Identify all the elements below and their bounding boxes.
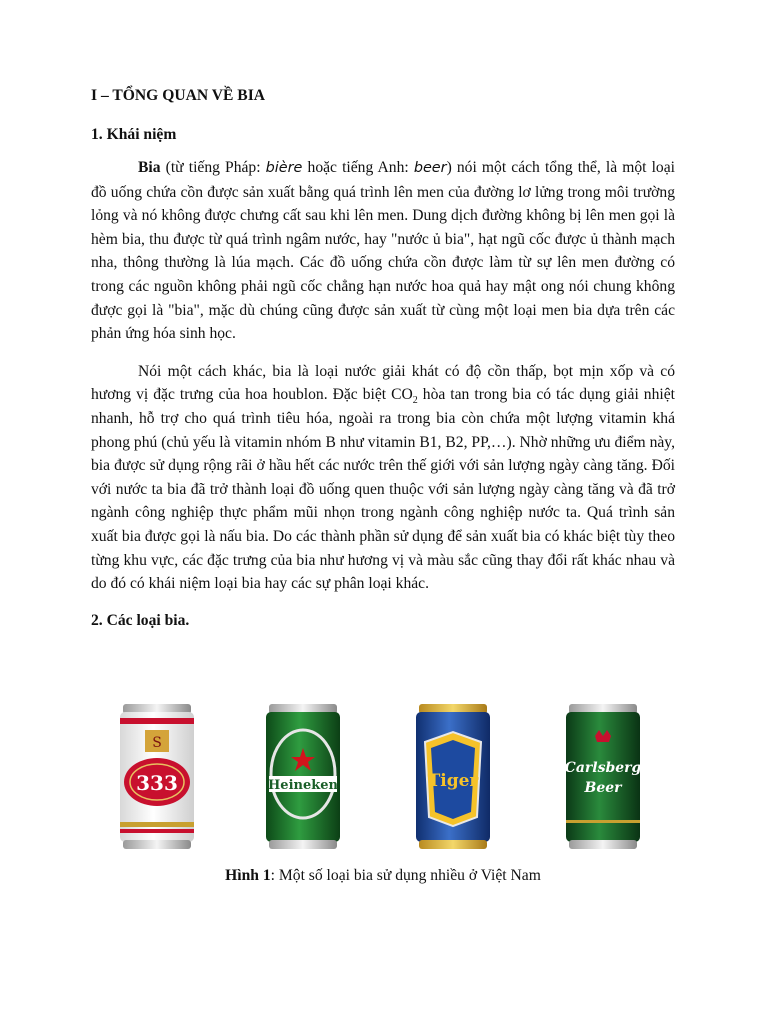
document-page: [91, 84, 675, 884]
paragraph-text: ) nói một cách tổng thể, là một loại đồ uống chứa cồn được sản xuất bằng quá trình lên men của đường lơ lửng trong môi trường lỏng và nó không được chưng cất sau khi lên men. Dung dịch đường không bị lên men gọi là hèm bia, thu được từ quá trình ngâm nước, hay "nước ủ bia", hạt ngũ cốc được ủ thành mạch nha, thông thường là lúa mạch. Các đồ uống chứa cồn được làm từ sự lên men đường có trong các nguồn không phải ngũ cốc chẳng hạn nước hoa quả hay mật ong nói chung không được gọi là "bia", mặc dù chúng cũng được sản xuất từ cùng một loại men bia dựa trên các phản ứng hóa sinh học.: [91, 159, 675, 343]
paragraph-text: hòa tan trong bia có tác dụng giải nhiệt nhanh, hỗ trợ cho quá trình tiêu hóa, ngoài ra trong bia còn chứa một lượng vitamin khá phong phú (chủ yếu là vitamin nhóm B như vitamin B1, B2, PP,…). Nhờ những ưu điểm này, bia được sử dụng rộng rãi ở hầu hết các nước trên thế giới với sản lượng ngày càng tăng. Đối với nước ta bia đã trở thành loại đồ uống quen thuộc với sản lượng ngày càng tăng và đã trở ngành công nghiệp thực phẩm mũi nhọn trong ngành công nghiệp nước ta. Quá trình sản xuất bia được gọi là nấu bia. Do các thành phần sử dụng để sản xuất bia có khác biệt tùy theo từng khu vực, các đặc trưng của bia như hương vị và màu sắc cũng thay đổi rất khác nhau và do đó có khái niệm loại bia hay các sự phân loại khác.: [91, 386, 675, 593]
svg-text:Beer: Beer: [584, 780, 622, 796]
english-word: beer: [413, 160, 447, 176]
heineken-beer-can-icon: [263, 702, 343, 852]
figure-caption-text: : Một số loại bia sử dụng nhiều ở Việt Nam: [270, 867, 541, 884]
svg-text:333: 333: [136, 771, 178, 795]
paragraph-text: hoặc tiếng Anh:: [302, 159, 414, 176]
tiger-beer-can-icon: [413, 702, 493, 852]
paragraph-definition: [91, 156, 675, 346]
french-word: bière: [265, 160, 303, 176]
beer-cans-figure: [91, 702, 675, 852]
paragraph-description: [91, 360, 675, 596]
subsection-title-concept: 1. Khái niệm: [91, 126, 177, 143]
svg-text:Carlsberg: Carlsberg: [564, 760, 642, 776]
svg-text:Heineken: Heineken: [268, 778, 338, 793]
333-beer-can-icon: [117, 702, 197, 852]
svg-text:S: S: [152, 735, 162, 751]
paragraph-text: Nói một cách khác, bia là loại nước giải khát có độ cồn thấp, bọt mịn xốp và có hương vị đặc trưng của hoa houblon. Đặc biệt CO: [91, 362, 675, 404]
paragraph-text: (từ tiếng Pháp:: [160, 159, 266, 176]
figure-label: Hình 1: [225, 867, 271, 884]
svg-text:Tiger: Tiger: [427, 771, 479, 791]
term-bia: Bia: [138, 159, 161, 176]
section-title: I – TỔNG QUAN VỀ BIA: [91, 87, 266, 104]
figure-caption: [91, 864, 675, 888]
co2-subscript: 2: [412, 395, 418, 407]
carlsberg-beer-can-icon: [563, 702, 643, 852]
subsection-title-types: 2. Các loại bia.: [91, 611, 190, 629]
